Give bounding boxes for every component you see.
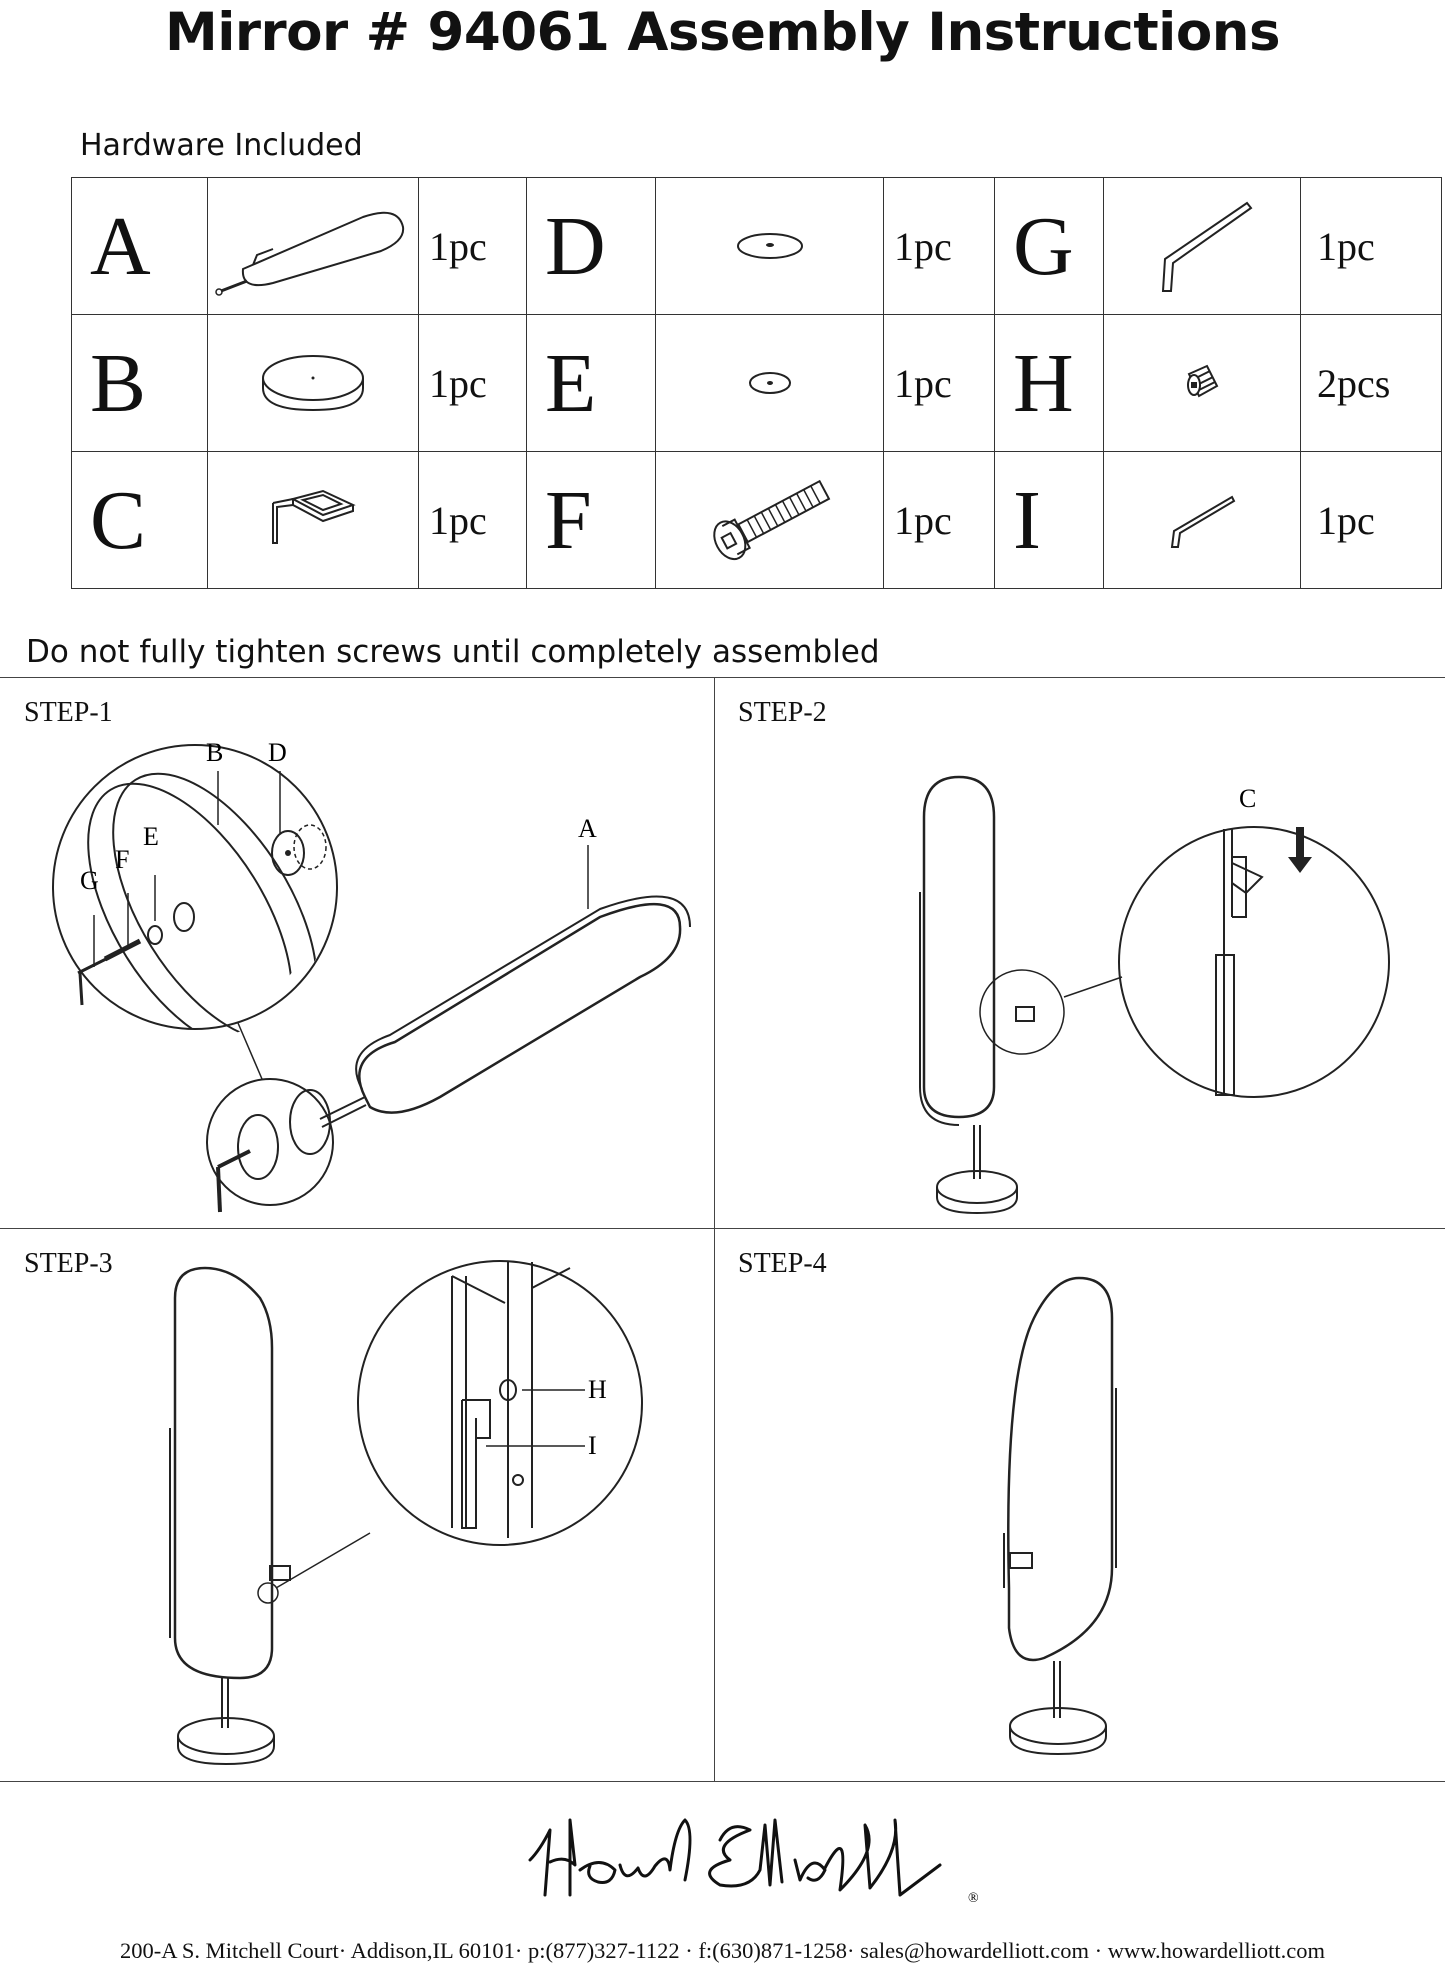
hardware-heading: Hardware Included <box>80 128 363 163</box>
small-washer-icon <box>656 315 884 452</box>
step-1-label: STEP-1 <box>24 697 113 728</box>
part-quantity: 2pcs <box>1301 315 1442 452</box>
callout-h: H <box>588 1375 607 1404</box>
registered-mark: ® <box>968 1891 979 1906</box>
step-1-diagram <box>0 677 714 1228</box>
part-letter: C <box>72 452 208 589</box>
step-4-diagram <box>714 1228 1445 1781</box>
footer-address: 200-A S. Mitchell Court· Addison,IL 60101· p:(877)327-1122 · f:(630)871-1258· sales@howardelliott.com · www.howardelliott.com <box>120 1938 1325 1963</box>
part-quantity: 1pc <box>419 315 527 452</box>
large-allen-key-icon <box>1104 178 1301 315</box>
part-letter: B <box>72 315 208 452</box>
step-2-diagram <box>714 677 1445 1228</box>
part-quantity: 1pc <box>884 178 995 315</box>
part-quantity: 1pc <box>1301 178 1442 315</box>
round-base-icon <box>208 315 419 452</box>
howard-elliott-signature-logo <box>520 1800 990 1910</box>
page-title: Mirror # 94061 Assembly Instructions <box>164 2 1281 63</box>
callout-g: G <box>80 866 99 895</box>
part-quantity: 1pc <box>884 315 995 452</box>
callout-c: C <box>1239 784 1257 813</box>
part-letter: E <box>527 315 656 452</box>
part-letter: H <box>995 315 1104 452</box>
callout-f: F <box>115 845 130 874</box>
hardware-table <box>71 177 1442 589</box>
part-letter: I <box>995 452 1104 589</box>
callout-b: B <box>206 738 224 767</box>
part-quantity: 1pc <box>1301 452 1442 589</box>
bolt-icon <box>656 452 884 589</box>
part-quantity: 1pc <box>419 452 527 589</box>
part-letter: G <box>995 178 1104 315</box>
part-quantity: 1pc <box>419 178 527 315</box>
part-letter: F <box>527 452 656 589</box>
small-allen-key-icon <box>1104 452 1301 589</box>
part-quantity: 1pc <box>884 452 995 589</box>
set-screw-icon <box>1104 315 1301 452</box>
part-letter: A <box>72 178 208 315</box>
step-2-label: STEP-2 <box>738 697 827 728</box>
assembly-note: Do not fully tighten screws until completely assembled <box>26 634 880 670</box>
callout-i: I <box>588 1431 597 1460</box>
callout-e: E <box>143 822 159 851</box>
step-3-diagram <box>0 1228 714 1781</box>
step-3-label: STEP-3 <box>24 1248 113 1279</box>
callout-d: D <box>268 738 287 767</box>
step-4-label: STEP-4 <box>738 1248 827 1279</box>
divider <box>0 1781 1445 1782</box>
large-washer-icon <box>656 178 884 315</box>
mirror-panel-icon <box>208 178 419 315</box>
square-hook-icon <box>208 452 419 589</box>
table-row <box>72 178 1442 315</box>
table-row <box>72 315 1442 452</box>
callout-a: A <box>578 814 597 843</box>
part-letter: D <box>527 178 656 315</box>
table-row <box>72 452 1442 589</box>
